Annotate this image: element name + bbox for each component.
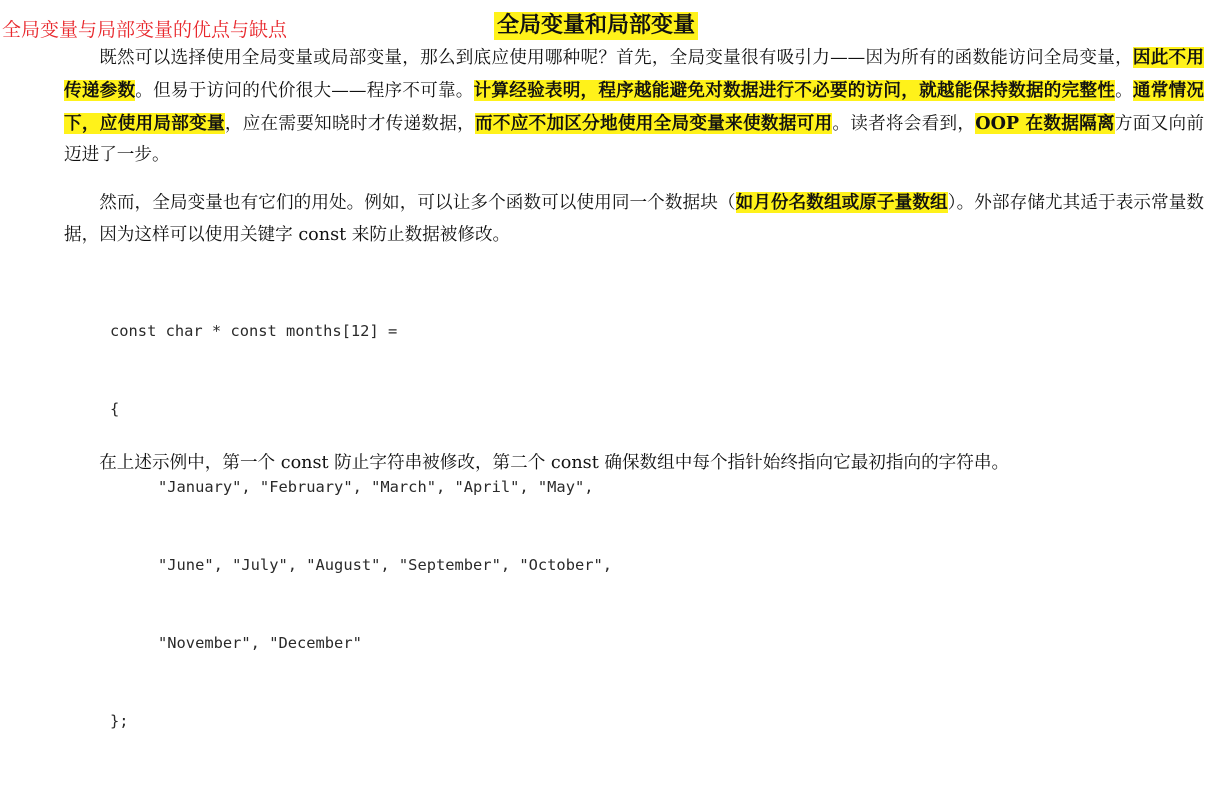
body-text: 。读者将会看到， bbox=[832, 113, 976, 134]
highlighted-text: 因此不用传递参数 bbox=[64, 47, 1204, 101]
highlighted-text: 计算经验表明，程序越能避免对数据进行不必要的访问，就越能保持数据的完整性 bbox=[473, 79, 1116, 101]
handwritten-note-title: 全局变量与局部变量的优点与缺点 bbox=[2, 19, 288, 41]
body-text: 既然可以选择使用全局变量或局部变量，那么到底应使用哪种呢？首先，全局变量很有吸引力——因为所有的函数能访问全局变量， bbox=[99, 48, 1133, 68]
paragraph-2 bbox=[64, 187, 1204, 252]
code-line: "November", "December" bbox=[158, 634, 362, 652]
body-text: 在上述示例中，第一个 const 防止字符串被修改，第二个 const 确保数组中每个指针始终指向它最初指向的字符串。 bbox=[99, 453, 1010, 473]
code-line: { bbox=[110, 400, 120, 418]
highlighted-text: OOP 在数据隔离 bbox=[975, 112, 1115, 134]
paragraph-3 bbox=[64, 448, 1204, 480]
code-line: "June", "July", "August", "September", "October", bbox=[158, 556, 613, 574]
body-text: 。但易于访问的代价很大——程序不可靠。 bbox=[135, 80, 474, 101]
code-line: const char * const months[12] = bbox=[110, 322, 398, 340]
code-line: "January", "February", "March", "April", "May", bbox=[158, 478, 594, 496]
code-block bbox=[110, 266, 612, 786]
body-text: 方面又向前迈进了一步。 bbox=[64, 113, 1204, 166]
highlighted-text: 如月份名数组或原子量数组 bbox=[735, 192, 948, 213]
code-line: }; bbox=[110, 712, 129, 730]
body-text: ，应在需要知晓时才传递数据， bbox=[224, 113, 475, 134]
section-heading: 全局变量和局部变量 bbox=[494, 12, 698, 40]
body-text: 然而，全局变量也有它们的用处。例如，可以让多个函数可以使用同一个数据块（ bbox=[99, 193, 736, 213]
highlighted-text: 而不应不加区分地使用全局变量来使数据可用 bbox=[474, 112, 833, 134]
body-text: 。 bbox=[1115, 80, 1133, 101]
paragraph-1 bbox=[64, 42, 1204, 172]
body-text: ）。外部存储尤其适于表示常量数据，因为这样可以使用关键字 const 来防止数据被修改。 bbox=[64, 193, 1204, 245]
highlighted-text: 通常情况下，应使用局部变量 bbox=[64, 79, 1204, 134]
